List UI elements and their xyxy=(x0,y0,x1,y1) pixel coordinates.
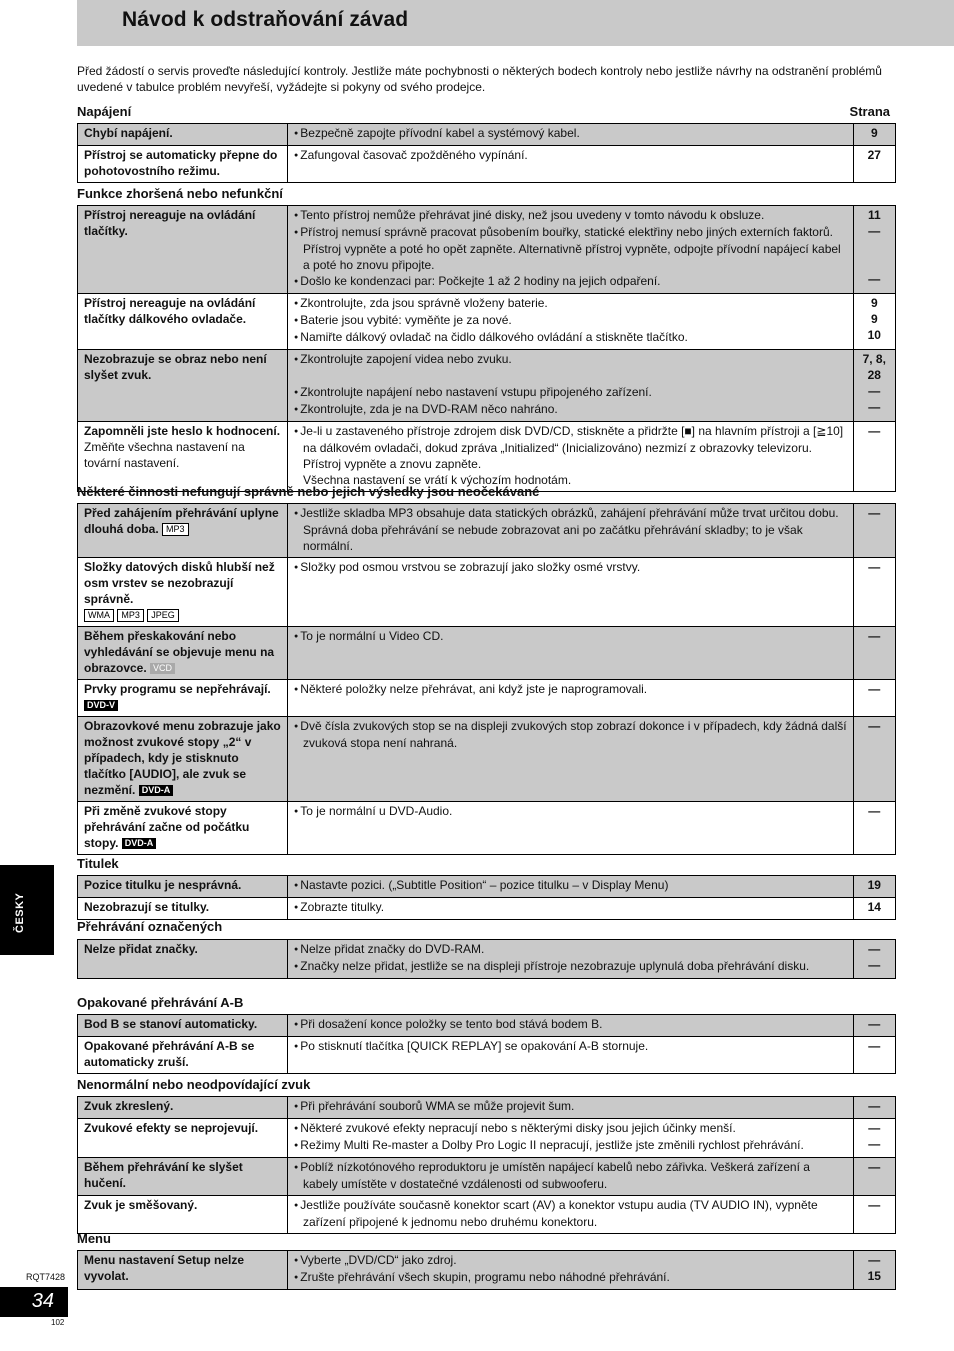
table-marker xyxy=(77,939,896,979)
page-cell xyxy=(853,294,895,350)
problem-text: Při změně zvukové stopy přehrávání začne od počátku stopy. xyxy=(84,804,250,850)
solution-item: ● To je normální u DVD-Audio. xyxy=(294,803,848,820)
table-subtitle xyxy=(77,875,896,920)
section-heading-menu: Menu xyxy=(77,1231,111,1246)
page-cell xyxy=(853,206,895,294)
table-row xyxy=(78,1158,896,1196)
page-ref: — xyxy=(868,224,881,238)
page-cell xyxy=(853,558,895,627)
table-row xyxy=(78,680,896,717)
problem-cell xyxy=(78,680,288,717)
solution-cell xyxy=(288,1015,854,1037)
page-ref: — xyxy=(868,1137,881,1151)
page-ref: 14 xyxy=(867,900,881,914)
page-cell xyxy=(853,146,895,183)
section-heading-ab-repeat: Opakované přehrávání A-B xyxy=(77,995,244,1010)
page-cell xyxy=(853,717,895,802)
page-ref: 11 xyxy=(867,208,881,222)
table-sound xyxy=(77,1096,896,1234)
table-row xyxy=(78,1015,896,1037)
page-ref: — xyxy=(868,384,881,398)
table-row xyxy=(78,940,896,979)
solution-cell xyxy=(288,1251,854,1290)
solution-item: ● Zrušte přehrávání všech skupin, programu nebo náhodné přehrávání. xyxy=(294,1269,848,1286)
page-cell xyxy=(853,422,895,492)
solution-item: ● Režimy Multi Re-master a Dolby Pro Logic II nepracují, jestliže jste změnili rychlost přehrávání. xyxy=(294,1137,848,1154)
problem-cell: Během přehrávání ke slyšet hučení. xyxy=(78,1158,288,1196)
table-row xyxy=(78,558,896,627)
page-cell xyxy=(853,1037,895,1074)
problem-text: Složky datových disků hlubší než osm vrstev se nezobrazují správně. xyxy=(84,560,275,606)
page-ref: 9 xyxy=(870,296,878,310)
table-row xyxy=(78,350,896,422)
problem-text: Před zahájením přehrávání uplyne dlouhá doba. xyxy=(84,506,279,536)
problem-cell: Přístroj nereaguje na ovládání tlačítky dálkového ovladače. xyxy=(78,294,288,350)
page-cell xyxy=(853,680,895,717)
problem-cell xyxy=(78,504,288,558)
table-row xyxy=(78,717,896,802)
solution-cell xyxy=(288,124,854,146)
page-ref: 9 xyxy=(870,126,878,140)
table-row xyxy=(78,627,896,680)
problem-cell: Nezobrazuje se obraz nebo není slyšet zvuk. xyxy=(78,350,288,422)
page-ref: 15 xyxy=(867,1269,881,1283)
table-row xyxy=(78,206,896,294)
page-ref: 10 xyxy=(867,328,881,342)
page-subnumber: 102 xyxy=(51,1318,65,1327)
problem-cell: Pozice titulku je nesprávná. xyxy=(78,876,288,898)
solution-item: ● Namiřte dálkový ovladač na čidlo dálkového ovládání a stiskněte tlačítko. xyxy=(294,329,848,346)
problem-cell: Nelze přidat značky. xyxy=(78,940,288,979)
problem-text: Zapomněli jste heslo k hodnocení. xyxy=(84,424,281,438)
page-ref: — xyxy=(868,1253,881,1267)
solution-item: ● Nastavte pozici. („Subtitle Position“ – pozice titulku – v Display Menu) xyxy=(294,877,848,894)
solution-cell xyxy=(288,627,854,680)
solution-cell xyxy=(288,1158,854,1196)
page-ref: — xyxy=(868,424,881,438)
solution-item: ● Zkontrolujte zapojení videa nebo zvuku. xyxy=(294,351,848,368)
solution-item: ● Došlo ke kondenzaci par: Počkejte 1 až 2 hodiny na jejich odpaření. xyxy=(294,273,848,290)
problem-note: Změňte všechna nastavení na tovární nastavení. xyxy=(84,440,245,470)
table-row xyxy=(78,802,896,855)
solution-cell xyxy=(288,1119,854,1158)
table-row xyxy=(78,422,896,492)
page-ref: — xyxy=(868,1099,881,1113)
solution-item: ● Složky pod osmou vrstvou se zobrazují jako složky osmé vrstvy. xyxy=(294,559,848,576)
section-heading-function: Funkce zhoršená nebo nefunkční xyxy=(77,186,283,201)
table-row xyxy=(78,1251,896,1290)
problem-cell: Zvuk je směšovaný. xyxy=(78,1196,288,1234)
solution-item: ● Tento přístroj nemůže přehrávat jiné disky, než jsou uvedeny v tomto návodu k obsluze. xyxy=(294,207,848,224)
intro-paragraph: Před žádostí o servis proveďte následující kontroly. Jestliže máte pochybnosti o některých bodech kontroly nebo jestliže návrhy na odstranění problémů uvedené v tabulce problém nevyřeší, vyžádejte si pokyny od svého prodejce. xyxy=(77,64,882,94)
page-cell xyxy=(853,124,895,146)
solution-item: ● Bezpečně zapojte přívodní kabel a systémový kabel. xyxy=(294,125,848,142)
solution-cell xyxy=(288,802,854,855)
page-title: Návod k odstraňování závad xyxy=(122,8,409,31)
page-ref: — xyxy=(868,958,881,972)
page-cell xyxy=(853,350,895,422)
problem-cell: Přístroj nereaguje na ovládání tlačítky. xyxy=(78,206,288,294)
page-ref: — xyxy=(868,1160,881,1174)
disc-badge-mp3: MP3 xyxy=(117,609,144,622)
table-row xyxy=(78,1119,896,1158)
solution-cell xyxy=(288,940,854,979)
table-row xyxy=(78,504,896,558)
page-number: 34 xyxy=(31,1290,54,1312)
page-ref: — xyxy=(868,804,881,818)
solution-item: ● Při přehrávání souborů WMA se může projevit šum. xyxy=(294,1098,848,1115)
solution-cell xyxy=(288,350,854,422)
solution-item: ● Jestliže používáte současně konektor scart (AV) a konektor vstupu audia (TV AUDIO IN), vypněte zařízení připojené k jednomu nebo druhému konektoru. xyxy=(294,1197,848,1230)
solution-note: Všechna nastavení se vrátí k výchozím hodnotám. xyxy=(303,473,572,487)
page-ref: — xyxy=(868,719,881,733)
problem-cell xyxy=(78,717,288,802)
solution-cell xyxy=(288,422,854,492)
document-code: RQT7428 xyxy=(26,1272,66,1282)
table-unexpected xyxy=(77,503,896,855)
table-row xyxy=(78,1097,896,1119)
solution-item: ● Zkontrolujte napájení nebo nastavení vstupu připojeného zařízení. xyxy=(294,384,848,401)
solution-item: ● Zobrazte titulky. xyxy=(294,899,848,916)
page-column-header: Strana xyxy=(849,104,890,119)
section-heading-subtitle: Titulek xyxy=(77,856,119,871)
table-row xyxy=(78,876,896,898)
problem-cell: Přístroj se automaticky přepne do pohotovostního režimu. xyxy=(78,146,288,183)
problem-cell xyxy=(78,558,288,627)
solution-cell xyxy=(288,1037,854,1074)
disc-badge-dvd-a: DVD-A xyxy=(122,838,157,849)
solution-cell xyxy=(288,876,854,898)
section-heading-power: Napájení xyxy=(77,104,132,119)
solution-item: ● Zkontrolujte, zda je na DVD-RAM něco nahráno. xyxy=(294,401,848,418)
solution-item: ● Některé položky nelze přehrávat, ani když jste je naprogramovali. xyxy=(294,681,848,698)
problem-cell xyxy=(78,802,288,855)
table-menu xyxy=(77,1250,896,1290)
page-cell xyxy=(853,876,895,898)
page-cell xyxy=(853,627,895,680)
problem-cell xyxy=(78,422,288,492)
solution-item: ● Značky nelze přidat, jestliže se na displeji přístroje nezobrazuje uplynulá doba přehrávání disku. xyxy=(294,958,848,975)
solution-cell xyxy=(288,146,854,183)
disc-badge-dvd-a: DVD-A xyxy=(139,785,174,796)
page-cell xyxy=(853,1097,895,1119)
problem-text: Obrazovkové menu zobrazuje jako možnost zvukové stopy „2“ v případech, kdy je stisknuto tlačítko [AUDIO], ale zvuk se nezmění. xyxy=(84,719,281,797)
page-ref: — xyxy=(868,400,881,414)
solution-item: ● Přístroj nemusí správně pracovat působením bouřky, statické elektřiny nebo jiných externích faktorů. Přístroj vypněte a poté ho opět zapněte. Alternativně přístroj vypněte, odpojte přívodní napájecí kabel a poté ho znovu připojte. xyxy=(294,224,848,273)
solution-cell xyxy=(288,717,854,802)
language-label: ČESKY xyxy=(14,892,26,933)
page-cell xyxy=(853,1251,895,1290)
table-ab-repeat xyxy=(77,1014,896,1074)
page-ref: 9 xyxy=(870,312,878,326)
problem-cell: Menu nastavení Setup nelze vyvolat. xyxy=(78,1251,288,1290)
disc-badge-jpeg: JPEG xyxy=(147,609,179,622)
problem-cell: Nezobrazují se titulky. xyxy=(78,898,288,920)
solution-item: ● Zkontrolujte, zda jsou správně vloženy baterie. xyxy=(294,295,848,312)
page-ref: — xyxy=(868,1017,881,1031)
solution-item: ● Nelze přidat značky do DVD-RAM. xyxy=(294,941,848,958)
solution-item: ● To je normální u Video CD. xyxy=(294,628,848,645)
solution-cell xyxy=(288,558,854,627)
table-row xyxy=(78,124,896,146)
problem-cell: Bod B se stanoví automaticky. xyxy=(78,1015,288,1037)
solution-item: ● Při dosažení konce položky se tento bod stává bodem B. xyxy=(294,1016,848,1033)
page-cell xyxy=(853,1196,895,1234)
disc-badge-vcd: VCD xyxy=(150,663,175,674)
disc-badge-mp3: MP3 xyxy=(162,523,189,536)
page-ref: — xyxy=(868,272,881,286)
table-power xyxy=(77,123,896,183)
solution-cell xyxy=(288,1097,854,1119)
table-row xyxy=(78,294,896,350)
solution-item: ● Baterie jsou vybité: vyměňte je za nové. xyxy=(294,312,848,329)
page-ref: — xyxy=(868,1039,881,1053)
page-cell xyxy=(853,802,895,855)
solution-item: ● Některé zvukové efekty nepracují nebo s některými disky jsou jejich účinky menší. xyxy=(294,1120,848,1137)
solution-item: ● Dvě čísla zvukových stop se na displeji zvukových stop zobrazí dokonce i v případech, kdy žádná další zvuková stopa není nahraná. xyxy=(294,718,848,751)
solution-item: ● Po stisknutí tlačítka [QUICK REPLAY] se opakování A-B stornuje. xyxy=(294,1038,848,1055)
page-ref: — xyxy=(868,942,881,956)
table-row xyxy=(78,898,896,920)
page-ref: — xyxy=(868,560,881,574)
title-bar xyxy=(77,0,954,46)
section-heading-marker: Přehrávání označených xyxy=(77,919,223,934)
section-heading-sound: Nenormální nebo neodpovídající zvuk xyxy=(77,1077,311,1092)
solution-cell xyxy=(288,294,854,350)
problem-cell: Zvuk zkreslený. xyxy=(78,1097,288,1119)
page-ref: — xyxy=(868,1121,881,1135)
page-ref: — xyxy=(868,629,881,643)
problem-text: Během přeskakování nebo vyhledávání se objevuje menu na obrazovce. xyxy=(84,629,275,675)
problem-cell: Chybí napájení. xyxy=(78,124,288,146)
problem-cell: Zvukové efekty se neprojevují. xyxy=(78,1119,288,1158)
table-function xyxy=(77,205,896,492)
problem-cell xyxy=(78,627,288,680)
problem-text: Prvky programu se nepřehrávají. xyxy=(84,682,271,696)
problem-cell: Opakované přehrávání A-B se automaticky zruší. xyxy=(78,1037,288,1074)
page-cell xyxy=(853,940,895,979)
page-number-box xyxy=(0,1287,68,1317)
table-row xyxy=(78,1037,896,1074)
solution-cell xyxy=(288,898,854,920)
page-cell xyxy=(853,1158,895,1196)
page-ref: 19 xyxy=(867,878,881,892)
solution-item: ● Je-li u zastaveného přístroje zdrojem disk DVD/CD, stiskněte a přidržte [■] na hlavním přístroji a [≧10] na dálkovém ovladači, dokud zpráva „Initialized“ (Inicializováno) nezmizí z obrazovky televizoru. Přístroj vypněte a znovu zapněte. xyxy=(294,423,848,472)
disc-badge-dvd-v: DVD-V xyxy=(84,700,118,711)
page-ref: — xyxy=(868,506,881,520)
solution-item: ● Vyberte „DVD/CD“ jako zdroj. xyxy=(294,1252,848,1269)
solution-item: ● Jestliže skladba MP3 obsahuje data statických obrázků, zahájení přehrávání může trvat určitou dobu. Správná doba přehrávání se nebude zobrazovat ani po začátku přehrávání skladby; to je však normální. xyxy=(294,505,848,554)
solution-item: ● Poblíž nízkotónového reproduktoru je umístěn napájecí kabelů nebo zářivka. Veškerá zařízení a kabely umístěte v dostatečné vzdálenosti od subwooferu. xyxy=(294,1159,848,1192)
disc-badge-wma: WMA xyxy=(84,609,114,622)
page-ref: 27 xyxy=(867,148,881,162)
solution-item: ● Zafungoval časovač zpožděného vypínání. xyxy=(294,147,848,164)
solution-cell xyxy=(288,206,854,294)
page-cell xyxy=(853,504,895,558)
solution-cell xyxy=(288,680,854,717)
page-ref: — xyxy=(868,1198,881,1212)
page-cell xyxy=(853,1015,895,1037)
language-side-tab xyxy=(0,865,54,955)
page-cell xyxy=(853,1119,895,1158)
solution-cell xyxy=(288,1196,854,1234)
table-row xyxy=(78,1196,896,1234)
section-heading-unexpected: Některé činnosti nefungují správně nebo jejich výsledky jsou neočekávané xyxy=(77,484,540,499)
page-cell xyxy=(853,898,895,920)
table-row xyxy=(78,146,896,183)
page-ref: 7, 8, 28 xyxy=(862,352,886,382)
page-ref: — xyxy=(868,682,881,696)
solution-cell xyxy=(288,504,854,558)
